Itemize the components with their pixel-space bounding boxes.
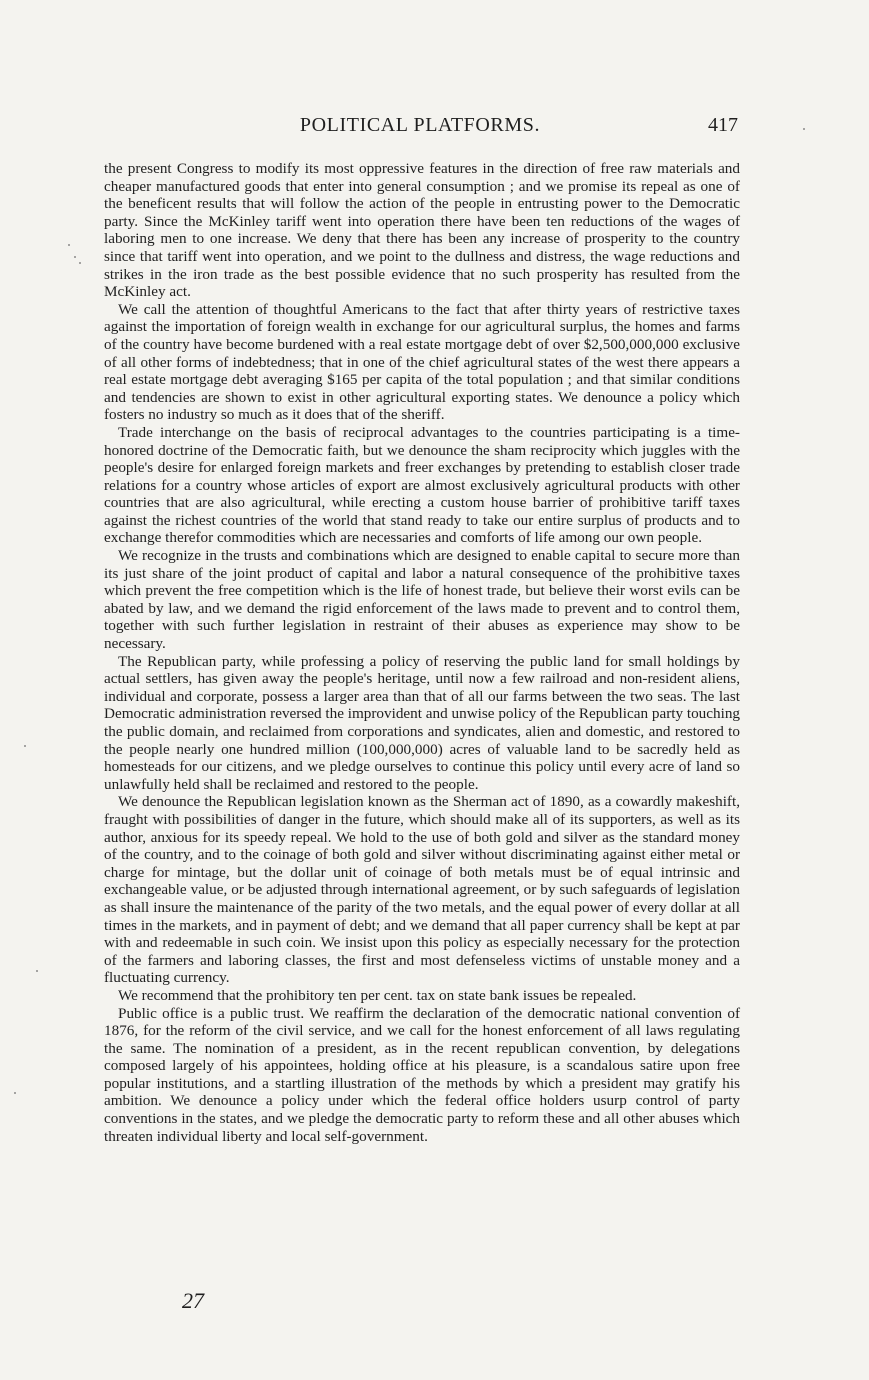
paper-speck xyxy=(36,970,38,972)
paragraph-reciprocity: Trade interchange on the basis of reciprocal advantages to the countries participating is a time-honored doctrine of the Democratic faith, but we denounce the sham reciprocity which juggles with the people's desire for enlarged foreign markets and freer exchanges by pretending to establish closer trade relations for a country whose articles of export are almost exclusively agricultural products with other countries that are also agricultural, while erecting a custom house barrier of prohibitive tariff taxes against the richest countries of the world that stand ready to take our entire surplus of products and to exchange therefor commodities which are necessaries and comforts of life among our own people. xyxy=(104,423,740,547)
paper-speck xyxy=(14,1092,16,1094)
paper-speck xyxy=(74,256,76,258)
signature-mark: 27 xyxy=(182,1288,204,1313)
paragraph-sherman-act: We denounce the Republican legislation known as the Sherman act of 1890, as a cowardly makeshift, fraught with possibilities of danger in the future, which should make all of its supporters, as well as its author, anxious for its speedy repeal. We hold to the use of both gold and silver as the standard money of the country, and to the coinage of both gold and silver without discriminating against either metal or charge for mintage, but the dollar unit of coinage of both metals must be of equal intrinsic and exchangeable value, or be adjusted through international agreement, or by such safeguards of legislation as shall insure the maintenance of the parity of the two metals, and the equal power of every dollar at all times in the markets, and in payment of debt; and we demand that all paper currency shall be kept at par with and redeemable in such coin. We insist upon this policy as especially necessary for the protection of the farmers and laboring classes, the first and most defenseless victims of unstable money and a fluctuating currency. xyxy=(104,793,740,987)
body-text xyxy=(104,160,740,1145)
page-number: 417 xyxy=(708,114,738,136)
paper-speck xyxy=(803,128,805,130)
paragraph-mortgage-debt: We call the attention of thoughtful Americans to the fact that after thirty years of restrictive taxes against the importation of foreign wealth in exchange for our agricultural surplus, the homes and farms of the country have become burdened with a real estate mortgage debt of over $2,500,000,000 exclusive of all other forms of indebtedness; that in one of the chief agricultural states of the west there appears a real estate mortgage debt averaging $165 per capita of the total population ; and that similar conditions and tendencies are shown to exist in other agricultural exporting states. We denounce a policy which fosters no industry so much as it does that of the sheriff. xyxy=(104,300,740,424)
paragraph-public-office: Public office is a public trust. We reaffirm the declaration of the democratic national convention of 1876, for the reform of the civil service, and we call for the honest enforcement of all laws regulating the same. The nomination of a president, as in the recent republican convention, by delegations composed largely of his appointees, holding office at his pleasure, is a scandalous satire upon free popular institutions, and a startling illustration of the methods by which a president may gratify his ambition. We denounce a policy under which the federal office holders usurp control of party conventions in the states, and we pledge the democratic party to reform these and all other abuses which threaten individual liberty and local self-government. xyxy=(104,1004,740,1145)
page-title: POLITICAL PLATFORMS. xyxy=(299,114,541,136)
paragraph-trusts: We recognize in the trusts and combinations which are designed to enable capital to secure more than its just share of the joint product of capital and labor a natural consequence of the prohibitive taxes which prevent the free competition which is the life of honest trade, but believe their worst evils can be abated by law, and we demand the rigid enforcement of the laws made to prevent and to control them, together with such further legislation in restraint of their abuses as experience may show to be necessary. xyxy=(104,547,740,653)
running-head xyxy=(100,110,740,142)
paper-speck xyxy=(24,745,26,747)
paper-speck xyxy=(68,244,70,246)
paragraph-state-bank-tax: We recommend that the prohibitory ten per cent. tax on state bank issues be repealed. xyxy=(118,986,637,1004)
paragraph-tariff-continuation: the present Congress to modify its most oppressive features in the direction of free raw materials and cheaper manufactured goods that enter into general consumption ; and we promise its repeal as one of the beneficent results that will follow the action of the people in entrusting power to the Democratic party. Since the McKinley tariff went into operation there have been ten reductions of the wages of laboring men to one increase. We deny that there has been any increase of prosperity to the country since that tariff went into operation, and we point to the dullness and distress, the wage reductions and strikes in the iron trade as the best possible evidence that no such prosperity has resulted from the McKinley act. xyxy=(104,160,740,301)
paper-speck xyxy=(79,262,81,264)
paragraph-public-land: The Republican party, while professing a policy of reserving the public land for small holdings by actual settlers, has given away the people's heritage, until now a few railroad and non-resident aliens, individual and corporate, possess a larger area than that of all our farms between the two seas. The last Democratic administration reversed the improvident and unwise policy of the Republican party touching the public domain, and reclaimed from corporations and syndicates, alien and domestic, and restored to the people nearly one hundred million (100,000,000) acres of valuable land to be sacredly held as homesteads for our citizens, and we pledge ourselves to continue this policy until every acre of land so unlawfully held shall be reclaimed and restored to the people. xyxy=(104,652,741,793)
